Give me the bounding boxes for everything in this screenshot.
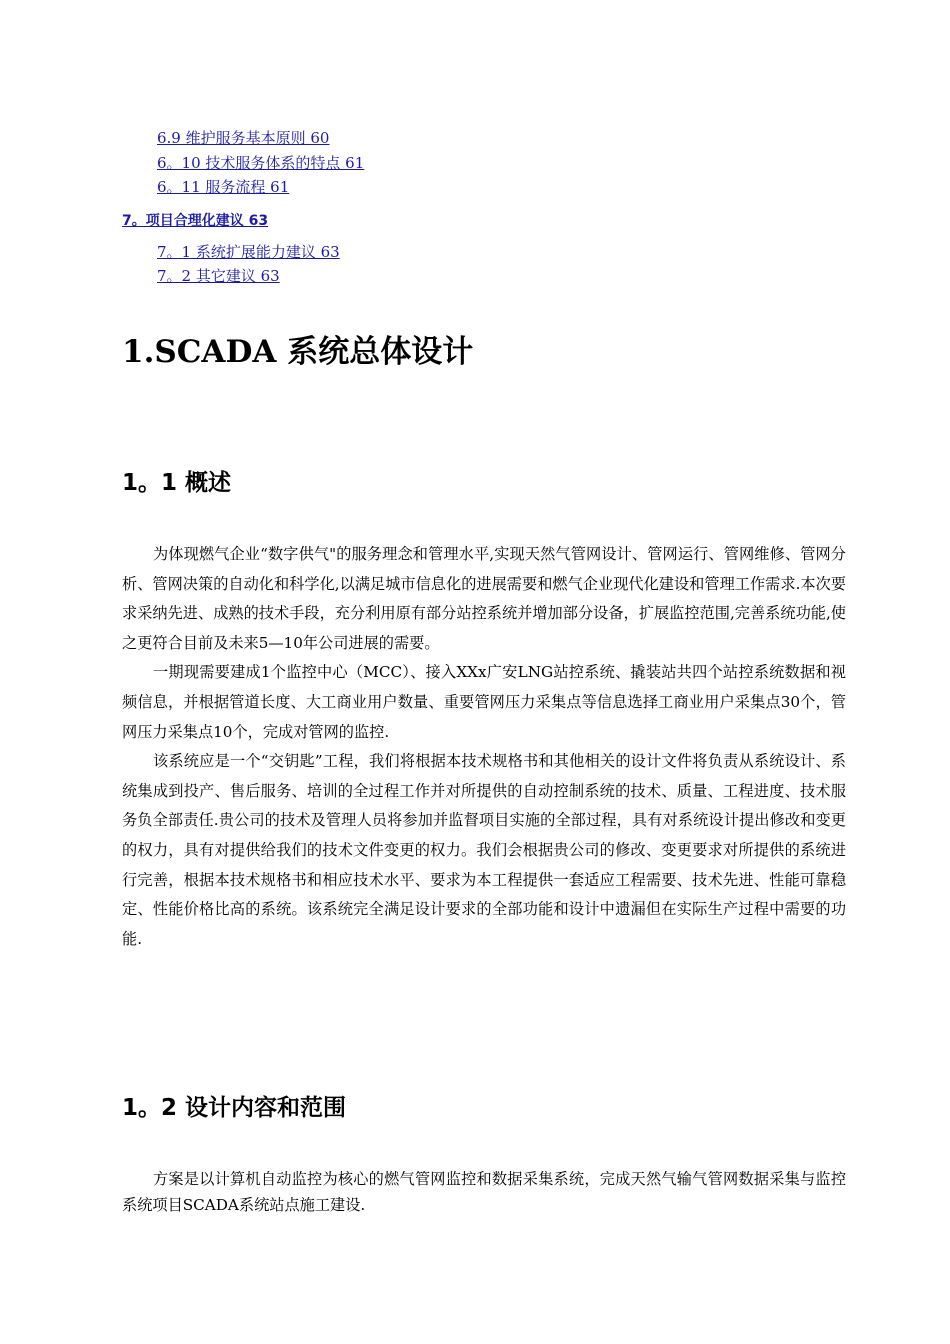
section-heading-overview: 1。1 概述 xyxy=(122,470,232,496)
chapter-heading: 1.SCADA 系统总体设计 xyxy=(122,334,474,370)
paragraph: 方案是以计算机自动监控为核心的燃气管网监控和数据采集系统，完成天然气输气管网数据采集与监控系统项目SCADA系统站点施工建设. xyxy=(122,1170,846,1214)
toc-entry-chapter-7[interactable]: 7。项目合理化建议 63 xyxy=(122,212,269,229)
section-heading-scope: 1。2 设计内容和范围 xyxy=(122,1095,347,1121)
toc-entry-6-11[interactable]: 6。11 服务流程 61 xyxy=(157,178,290,196)
toc-entry-7-1[interactable]: 7。1 系统扩展能力建议 63 xyxy=(157,242,340,261)
overview-body xyxy=(122,540,846,954)
paragraph: 为体现燃气企业“数字供气"的服务理念和管理水平,实现天然气管网设计、管网运行、管网维修、管网分析、管网决策的自动化和科学化,以满足城市信息化的进展需要和燃气企业现代化建设和管理工作需求.本次要求采纳先进、成熟的技术手段，充分利用原有部分站控系统并增加部分设备，扩展监控范围,完善系统功能,使之更符合目前及未来5—10年公司进展的需要。 xyxy=(122,545,846,652)
toc-entry-6-9[interactable]: 6.9 维护服务基本原则 60 xyxy=(157,129,330,147)
toc-entry-6-10[interactable]: 6。10 技术服务体系的特点 61 xyxy=(157,153,365,172)
paragraph: 该系统应是一个“交钥匙”工程，我们将根据本技术规格书和其他相关的设计文件将负责从系统设计、系统集成到投产、售后服务、培训的全过程工作并对所提供的自动控制系统的技术、质量、工程进度、技术服务负全部责任.贵公司的技术及管理人员将参加并监督项目实施的全部过程，具有对系统设计提出修改和变更的权力，具有对提供给我们的技术文件变更的权力。我们会根据贵公司的修改、变更要求对所提供的系统进行完善，根据本技术规格书和相应技术水平、要求为本工程提供一套适应工程需要、技术先进、性能可靠稳定、性能价格比高的系统。该系统完全满足设计要求的全部功能和设计中遗漏但在实际生产过程中需要的功能. xyxy=(122,752,846,948)
table-of-contents xyxy=(0,126,950,289)
paragraph: 一期现需要建成1个监控中心（MCC）、接入XXx广安LNG站控系统、撬装站共四个站控系统数据和视频信息，并根据管道长度、大工商业用户数量、重要管网压力采集点等信息选择工商业用户采集点30个，管网压力采集点10个，完成对管网的监控. xyxy=(122,663,846,741)
toc-entry-7-2[interactable]: 7。2 其它建议 63 xyxy=(157,267,280,285)
